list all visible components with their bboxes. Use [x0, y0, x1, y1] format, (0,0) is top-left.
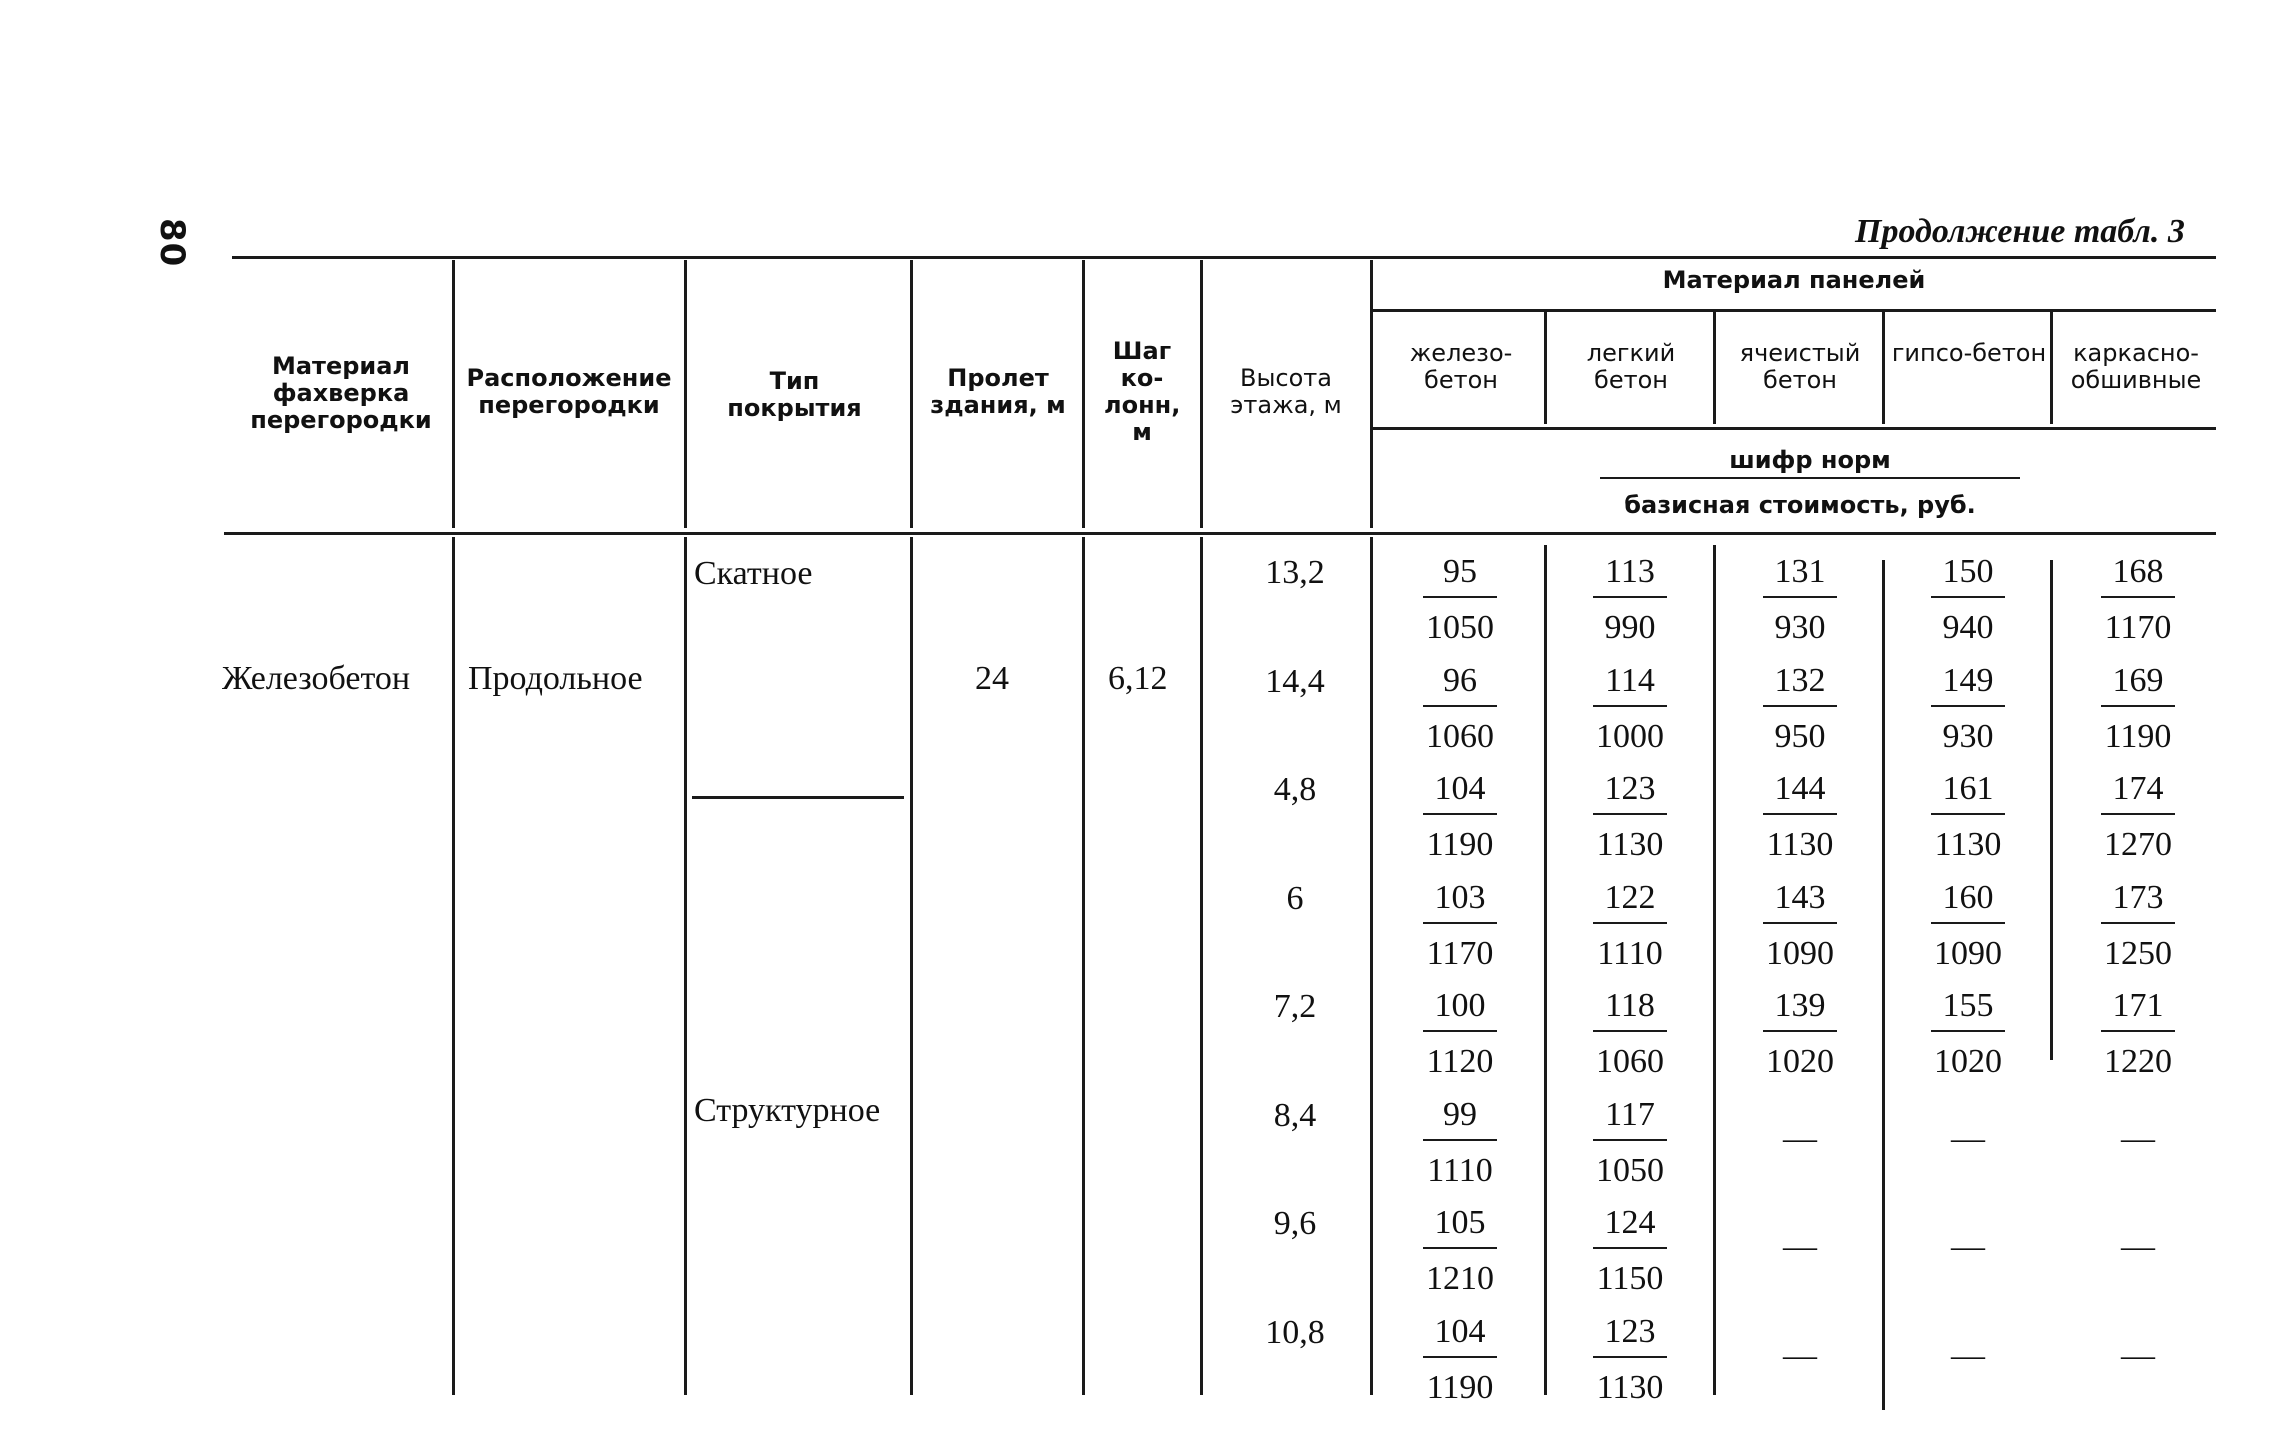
- empty-dash: —: [1783, 1337, 1817, 1374]
- base-cost-value: 1090: [1766, 935, 1834, 972]
- col-divider-3: [910, 260, 913, 528]
- floor-height-cell: 14,4: [1265, 663, 1325, 700]
- panel-divider-3: [1882, 312, 1885, 424]
- norm-code-value: 139: [1774, 987, 1826, 1024]
- empty-dash: —: [1951, 1228, 1985, 1265]
- empty-dash: —: [1783, 1120, 1817, 1157]
- base-cost-value: 1270: [2104, 826, 2172, 863]
- cost-fraction: [1575, 1312, 1685, 1412]
- panel-divider-1: [1544, 312, 1547, 424]
- base-cost-value: 1170: [2104, 609, 2172, 646]
- norm-code-value: 143: [1774, 879, 1826, 916]
- base-cost-value: 1050: [1596, 1152, 1664, 1189]
- body-divider-3: [910, 537, 913, 1395]
- body-divider-6: [1370, 537, 1373, 1395]
- norm-code-value: 174: [2112, 770, 2164, 807]
- cost-fraction: [1913, 552, 2023, 652]
- cost-fraction: [1405, 552, 1515, 652]
- cost-fraction: [2083, 878, 2193, 978]
- header-roof-type: Тип покрытия: [727, 367, 862, 422]
- norm-code-value: 95: [1443, 553, 1477, 590]
- col-divider-2: [684, 260, 687, 528]
- header-panel-gypsum-concrete: гипсо-бетон: [1891, 339, 2047, 367]
- base-cost-value: 1210: [1426, 1260, 1494, 1297]
- span-cell: 24: [975, 660, 1009, 697]
- table-caption: Продолжение табл. 3: [1855, 213, 2185, 250]
- cost-fraction: [1913, 986, 2023, 1086]
- header-panel-material: Материал панелей: [1662, 266, 1926, 294]
- norm-code-value: 173: [2112, 879, 2164, 916]
- norm-code-value: 144: [1774, 770, 1826, 807]
- header-panel-light-concrete: легкий бетон: [1586, 339, 1676, 394]
- cost-fraction: [1745, 878, 1855, 978]
- cost-fraction: [1913, 878, 2023, 978]
- cost-fraction: [1913, 769, 2023, 869]
- header-norm-code: шифр норм: [1729, 446, 1891, 474]
- body-divider-5: [1200, 537, 1203, 1395]
- cost-fraction: [1405, 1095, 1515, 1195]
- table-top-rule: [232, 256, 2216, 259]
- norm-code-value: 118: [1605, 987, 1655, 1024]
- header-bottom-rule: [224, 532, 2216, 535]
- norm-code-value: 105: [1434, 1204, 1486, 1241]
- base-cost-value: 930: [1942, 718, 1994, 755]
- base-cost-value: 1110: [1597, 935, 1663, 972]
- header-panel-reinforced-concrete: железо-бетон: [1409, 339, 1513, 394]
- header-panel-frame-sheathing: каркасно-обшивные: [2070, 339, 2202, 394]
- base-cost-value: 1190: [2104, 718, 2172, 755]
- column-step-cell: 6,12: [1108, 660, 1168, 697]
- norm-code-value: 169: [2112, 662, 2164, 699]
- cost-fraction: [1575, 552, 1685, 652]
- floor-height-cell: 7,2: [1273, 988, 1317, 1025]
- col-divider-4: [1082, 260, 1085, 528]
- cost-fraction: [1405, 661, 1515, 761]
- base-cost-value: 1120: [1426, 1043, 1494, 1080]
- norm-code-value: 168: [2112, 553, 2164, 590]
- body-divider-9: [1882, 560, 1885, 1410]
- cost-fraction: [1575, 1203, 1685, 1303]
- empty-dash: —: [1783, 1228, 1817, 1265]
- base-cost-value: 1000: [1596, 718, 1664, 755]
- floor-height-cell: 10,8: [1265, 1314, 1325, 1351]
- base-cost-value: 1170: [1426, 935, 1494, 972]
- header-material: Материал фахверка перегородки: [250, 352, 432, 434]
- floor-height-cell: 8,4: [1273, 1097, 1317, 1134]
- norm-code-value: 155: [1942, 987, 1994, 1024]
- roof-structural-cell: Структурное: [694, 1092, 881, 1129]
- cost-fraction: [1405, 1203, 1515, 1303]
- cost-fraction: [1575, 878, 1685, 978]
- panel-divider-2: [1713, 312, 1716, 424]
- header-panel-cellular-concrete: ячеистый бетон: [1739, 339, 1861, 394]
- cost-fraction: [1745, 661, 1855, 761]
- page-number: 80: [152, 218, 192, 268]
- cost-fraction: [1575, 769, 1685, 869]
- cost-fraction: [1405, 769, 1515, 869]
- norm-code-value: 104: [1434, 770, 1486, 807]
- norm-code-value: 132: [1774, 662, 1826, 699]
- norm-code-value: 123: [1604, 770, 1656, 807]
- panel-types-rule: [1372, 427, 2216, 430]
- norm-code-value: 114: [1605, 662, 1655, 699]
- header-base-cost: базисная стоимость, руб.: [1624, 491, 1976, 519]
- base-cost-value: 1190: [1426, 826, 1494, 863]
- norm-code-rule: [1600, 477, 2020, 479]
- norm-code-value: 161: [1942, 770, 1994, 807]
- cost-fraction: [1405, 1312, 1515, 1412]
- header-span: Пролет здания, м: [930, 364, 1066, 419]
- norm-code-value: 149: [1942, 662, 1994, 699]
- col-divider-6: [1370, 260, 1373, 528]
- norm-code-value: 96: [1443, 662, 1477, 699]
- cost-fraction: [2083, 661, 2193, 761]
- body-divider-7: [1544, 545, 1547, 1395]
- base-cost-value: 940: [1942, 609, 1994, 646]
- base-cost-value: 1190: [1426, 1369, 1494, 1406]
- cost-fraction: [2083, 986, 2193, 1086]
- location-cell: Продольное: [468, 660, 643, 697]
- floor-height-cell: 4,8: [1273, 771, 1317, 808]
- material-cell: Железобетон: [222, 660, 411, 697]
- cost-fraction: [1405, 986, 1515, 1086]
- body-divider-10: [2050, 560, 2053, 1060]
- norm-code-value: 113: [1605, 553, 1655, 590]
- base-cost-value: 1110: [1427, 1152, 1493, 1189]
- base-cost-value: 1130: [1596, 826, 1664, 863]
- base-cost-value: 1060: [1596, 1043, 1664, 1080]
- cost-fraction: [2083, 552, 2193, 652]
- floor-height-cell: 13,2: [1265, 554, 1325, 591]
- floor-height-cell: 6: [1286, 880, 1304, 917]
- body-divider-4: [1082, 537, 1085, 1395]
- roof-pitched-cell: Скатное: [694, 555, 813, 592]
- norm-code-value: 122: [1604, 879, 1656, 916]
- base-cost-value: 1020: [1766, 1043, 1834, 1080]
- base-cost-value: 930: [1774, 609, 1826, 646]
- norm-code-value: 100: [1434, 987, 1486, 1024]
- base-cost-value: 1060: [1426, 718, 1494, 755]
- header-floor-height: Высота этажа, м: [1230, 364, 1342, 419]
- base-cost-value: 1150: [1596, 1260, 1664, 1297]
- empty-dash: —: [2121, 1120, 2155, 1157]
- base-cost-value: 1050: [1426, 609, 1494, 646]
- norm-code-value: 150: [1942, 553, 1994, 590]
- base-cost-value: 1020: [1934, 1043, 2002, 1080]
- header-column-step: Шаг ко-лонн, м: [1104, 337, 1181, 446]
- cost-fraction: [1575, 986, 1685, 1086]
- header-location: Расположение перегородки: [466, 364, 672, 419]
- norm-code-value: 117: [1605, 1096, 1655, 1133]
- panel-divider-4: [2050, 312, 2053, 424]
- norm-code-value: 99: [1443, 1096, 1477, 1133]
- cost-fraction: [1745, 986, 1855, 1086]
- body-divider-2: [684, 537, 687, 1395]
- base-cost-value: 1130: [1596, 1369, 1664, 1406]
- norm-code-value: 123: [1604, 1313, 1656, 1350]
- norm-code-value: 124: [1604, 1204, 1656, 1241]
- empty-dash: —: [1951, 1337, 1985, 1374]
- col-divider-1: [452, 260, 455, 528]
- body-divider-8: [1713, 545, 1716, 1395]
- floor-height-cell: 9,6: [1273, 1205, 1317, 1242]
- norm-code-value: 171: [2112, 987, 2164, 1024]
- empty-dash: —: [1951, 1120, 1985, 1157]
- base-cost-value: 1130: [1934, 826, 2002, 863]
- cost-fraction: [1575, 661, 1685, 761]
- norm-code-value: 131: [1774, 553, 1826, 590]
- cost-fraction: [1405, 878, 1515, 978]
- cost-fraction: [1745, 552, 1855, 652]
- empty-dash: —: [2121, 1228, 2155, 1265]
- base-cost-value: 1090: [1934, 935, 2002, 972]
- base-cost-value: 1250: [2104, 935, 2172, 972]
- roof-type-divider: [692, 796, 904, 799]
- norm-code-value: 104: [1434, 1313, 1486, 1350]
- body-divider-1: [452, 537, 455, 1395]
- cost-fraction: [1745, 769, 1855, 869]
- base-cost-value: 1220: [2104, 1043, 2172, 1080]
- base-cost-value: 950: [1774, 718, 1826, 755]
- cost-fraction: [1913, 661, 2023, 761]
- empty-dash: —: [2121, 1337, 2155, 1374]
- cost-fraction: [2083, 769, 2193, 869]
- norm-code-value: 103: [1434, 879, 1486, 916]
- col-divider-5: [1200, 260, 1203, 528]
- base-cost-value: 990: [1604, 609, 1656, 646]
- panel-material-rule: [1372, 309, 2216, 312]
- norm-code-value: 160: [1942, 879, 1994, 916]
- base-cost-value: 1130: [1766, 826, 1834, 863]
- cost-fraction: [1575, 1095, 1685, 1195]
